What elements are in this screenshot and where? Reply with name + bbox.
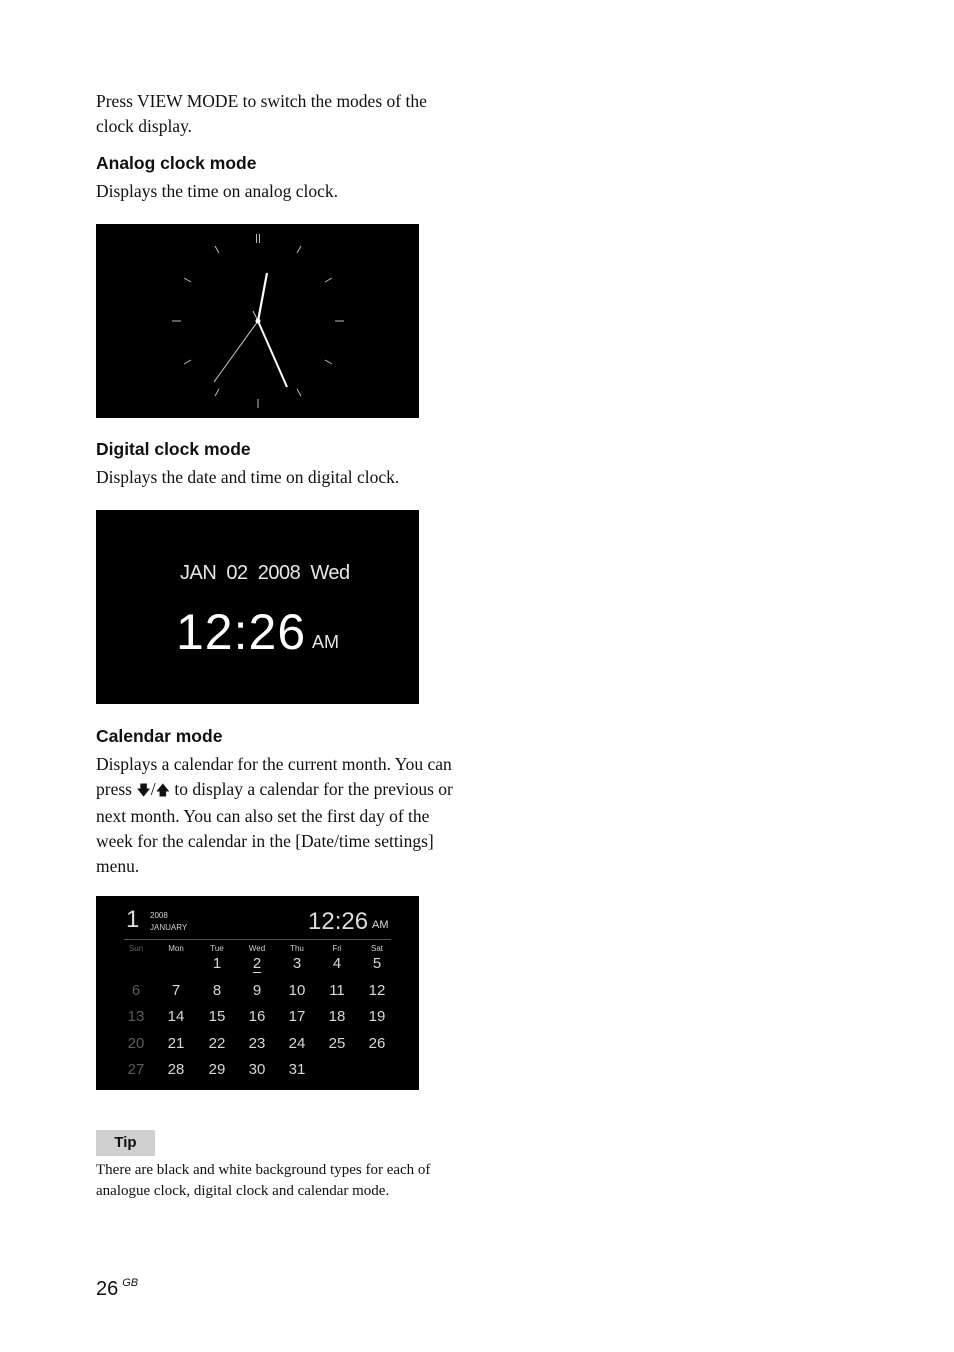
analog-clock-panel xyxy=(96,224,419,418)
calendar-day: 5 xyxy=(372,955,382,972)
calendar-day: 25 xyxy=(328,1034,346,1052)
digital-heading: Digital clock mode xyxy=(96,439,251,459)
calendar-day: 12 xyxy=(368,981,386,999)
digital-time: 12:26 xyxy=(176,604,307,660)
calendar-weekday-sun: Sun xyxy=(128,944,144,953)
calendar-day: 13 xyxy=(127,1008,145,1025)
page-number-value: 26 xyxy=(96,1278,119,1300)
calendar-day: 10 xyxy=(288,981,306,999)
calendar-day: 8 xyxy=(212,981,222,999)
calendar-day: 23 xyxy=(248,1034,266,1052)
tick-5 xyxy=(297,389,301,396)
arrow-down-icon: 🡇 xyxy=(136,783,151,799)
tip-text: There are black and white background types for each of analogue clock, digital clock and calendar mode. xyxy=(96,1162,431,1199)
calendar-day: 29 xyxy=(208,1061,226,1078)
digital-date: JAN 02 2008 Wed xyxy=(180,562,350,584)
calendar-weekday-sat: Sat xyxy=(370,944,383,953)
calendar-ampm: AM xyxy=(372,919,389,931)
arrow-separator: / xyxy=(150,779,156,799)
calendar-description-part2: to display a calendar for the previous or next month. You can also set the first day of the week for the calendar in the [Date/time settings] menu. xyxy=(96,779,453,876)
analog-heading: Analog clock mode xyxy=(96,153,257,173)
calendar-day: 21 xyxy=(167,1034,185,1052)
calendar-day: 28 xyxy=(167,1061,185,1078)
calendar-day: 3 xyxy=(292,955,302,972)
calendar-day: 20 xyxy=(127,1034,145,1052)
calendar-month-number: 1 xyxy=(126,906,140,933)
calendar-divider xyxy=(124,939,391,940)
calendar-day: 27 xyxy=(127,1061,145,1078)
calendar-day: 7 xyxy=(171,981,181,999)
digital-clock-panel xyxy=(96,510,419,704)
calendar-weekday-wed: Wed xyxy=(248,944,266,953)
intro-text: Press VIEW MODE to switch the modes of the clock display. xyxy=(96,91,427,136)
second-hand xyxy=(214,321,258,382)
calendar-description xyxy=(96,752,466,879)
tick-11 xyxy=(215,246,219,253)
calendar-weekday-mon: Mon xyxy=(168,944,184,953)
calendar-day: 6 xyxy=(131,981,141,999)
calendar-panel xyxy=(96,896,419,1090)
arrow-up-icon: 🡅 xyxy=(155,783,171,799)
calendar-day: 4 xyxy=(332,955,342,972)
calendar-weekday-fri: Fri xyxy=(332,944,342,953)
calendar-day: 16 xyxy=(248,1008,266,1025)
calendar-day: 1 xyxy=(212,955,222,972)
calendar-weekday-thu: Thu xyxy=(290,944,304,953)
digital-ampm: AM xyxy=(312,632,339,652)
clock-center xyxy=(256,319,261,324)
calendar-day: 11 xyxy=(329,981,345,999)
calendar-day: 17 xyxy=(288,1008,306,1025)
calendar-day: 15 xyxy=(208,1008,226,1025)
calendar-day: 18 xyxy=(328,1008,346,1025)
calendar-day: 19 xyxy=(368,1008,386,1025)
minute-hand xyxy=(258,321,287,387)
tick-7 xyxy=(215,389,219,396)
calendar-day: 30 xyxy=(248,1061,266,1078)
calendar-description-part1: Displays a calendar for the current month. You can press xyxy=(96,754,452,799)
calendar-day: 31 xyxy=(288,1061,306,1078)
calendar-heading: Calendar mode xyxy=(96,726,223,746)
analog-clock-face xyxy=(96,224,419,418)
calendar-weekday-tue: Tue xyxy=(210,944,224,953)
analog-description: Displays the time on analog clock. xyxy=(96,181,339,201)
calendar-day: 22 xyxy=(208,1034,226,1052)
tip-badge: Tip xyxy=(96,1130,155,1156)
calendar-month-name: JANUARY xyxy=(150,923,188,932)
calendar-year: 2008 xyxy=(150,911,168,920)
calendar-time: 12:26 xyxy=(308,908,369,935)
tick-4 xyxy=(325,360,332,364)
tick-2 xyxy=(325,278,332,282)
tick-10 xyxy=(184,278,191,282)
page-number xyxy=(96,1277,138,1301)
tick-1 xyxy=(297,246,301,253)
calendar-day: 14 xyxy=(167,1008,185,1025)
hour-hand xyxy=(258,273,267,321)
digital-description: Displays the date and time on digital clock. xyxy=(96,467,400,487)
calendar-day: 2 xyxy=(252,955,262,972)
calendar-day: 26 xyxy=(368,1034,386,1052)
calendar-day: 24 xyxy=(288,1034,306,1052)
calendar-day: 9 xyxy=(252,981,262,999)
tick-8 xyxy=(184,360,191,364)
page-region: GB xyxy=(122,1277,139,1289)
